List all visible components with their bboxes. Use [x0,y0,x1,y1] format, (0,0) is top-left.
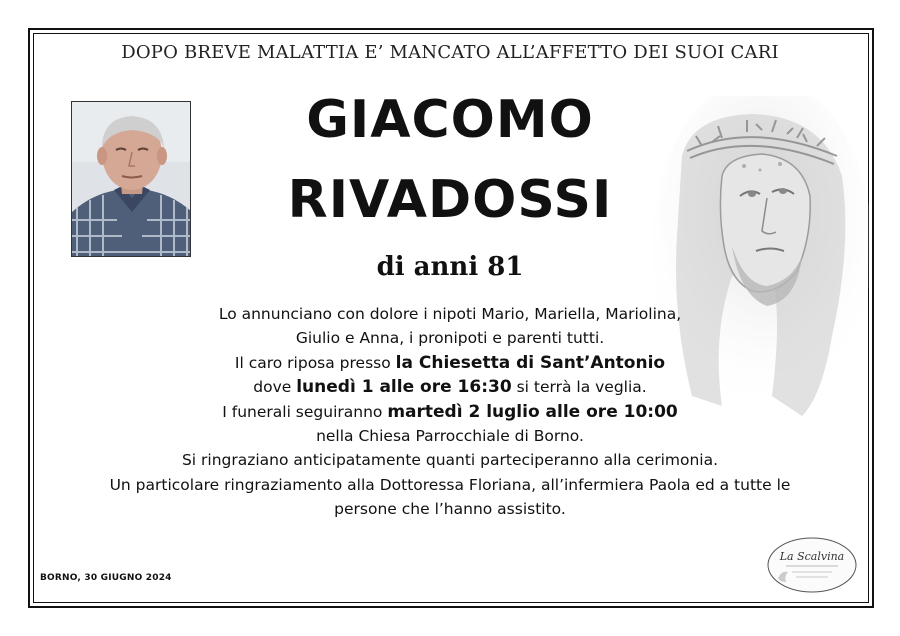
body-line: Si ringraziano anticipatamente quanti parteciperanno alla cerimonia. [181,451,719,470]
body-line [36,375,864,399]
body-line: Lo annunciano con dolore i nipoti Mario, Mariella, Mariolina, [218,305,682,323]
vigil-datetime: lunedì 1 alle ore 16:30 [296,377,512,398]
body-line: persone che l’hanno assistito. [334,500,566,519]
body-text-segment: dove [253,378,297,397]
body-text-segment: I funerali seguiranno [222,402,388,421]
announcement-body [36,302,864,522]
body-text-segment: si terrà la veglia. [511,378,647,397]
deceased-age: di anni 81 [376,252,524,282]
deceased-first-name: GIACOMO [306,90,594,150]
logo-text: La Scalvina [779,550,845,563]
deceased-last-name: RIVADOSSI [287,170,613,230]
funeral-home-logo [766,536,858,594]
body-text-segment: Il caro riposa presso [234,353,396,372]
body-line: nella Chiesa Parrocchiale di Borno. [316,427,584,446]
announcement-header: DOPO BREVE MALATTIA E’ MANCATO ALL’AFFETTO DEI SUOI CARI [121,42,779,63]
body-line: Un particolare ringraziamento alla Dottoressa Floriana, all’infermiera Paola ed a tutte le [109,475,791,494]
body-line [36,400,864,424]
body-line [36,351,864,375]
wake-location: la Chiesetta di Sant’Antonio [395,352,666,373]
funeral-datetime: martedì 2 luglio alle ore 10:00 [387,401,678,422]
deceased-photo [71,101,191,257]
body-line: Giulio e Anna, i pronipoti e parenti tutti. [295,329,605,348]
notice-date: BORNO, 30 GIUGNO 2024 [40,573,172,583]
